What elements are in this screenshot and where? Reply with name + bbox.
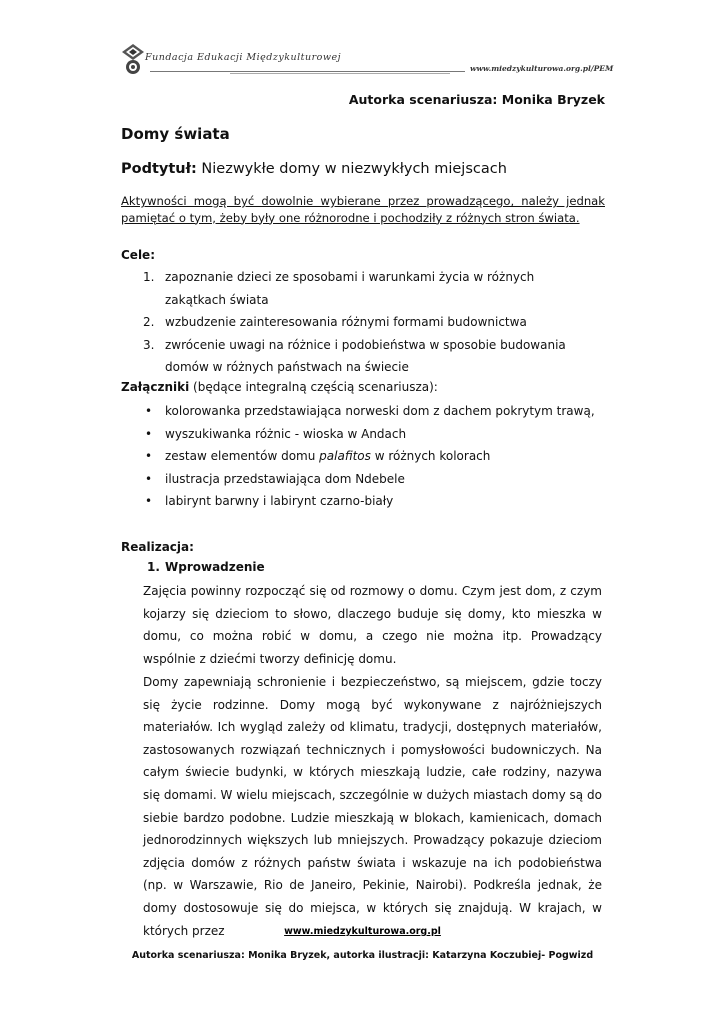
attachments-label: Załączniki (121, 380, 190, 394)
list-number: 2. (143, 315, 155, 329)
header-divider (150, 71, 465, 72)
list-text-post: w różnych kolorach (370, 449, 491, 463)
header-divider-secondary (230, 73, 450, 74)
attachments-list (121, 400, 595, 513)
activities-note: Aktywności mogą być dowolnie wybierane przez prowadzącego, należy jednak pamiętać o tym, żeby były one różnorodne i pochodziły z różnych stron świata. (121, 194, 605, 225)
realization-heading: Realizacja: (121, 540, 194, 554)
list-item (121, 468, 595, 491)
section-heading (147, 560, 265, 574)
list-text: labirynt barwny i labirynt czarno-biały (165, 494, 394, 508)
goals-list (121, 266, 591, 379)
subtitle-label: Podtytuł: (121, 161, 197, 177)
bullet-icon: • (145, 426, 153, 441)
footer-credits: Autorka scenariusza: Monika Bryzek, autorka ilustracji: Katarzyna Koczubiej- Pogwizd (131, 950, 594, 961)
list-text-pre: zestaw elementów domu (165, 449, 320, 463)
list-item (121, 423, 595, 446)
footer-url[interactable]: www.miedzykulturowa.org.pl (284, 926, 441, 937)
page-title: Domy świata (121, 125, 230, 143)
scenario-author: Autorka scenariusza: Monika Bryzek (348, 92, 605, 107)
foundation-logo-icon (120, 42, 146, 76)
subtitle (121, 161, 507, 177)
paragraph-intro: Zajęcia powinny rozpocząć się od rozmowy o domu. Czym jest dom, z czym kojarzy się dzieciom to słowo, dlaczego buduje się domy, kto mieszka w domu, co można robić w domu, a czego nie można itp. Prowadzący wspólnie z dziećmi tworzy definicję domu. (143, 584, 602, 666)
list-number: 1. (143, 270, 155, 284)
section-title: Wprowadzenie (165, 560, 265, 574)
bullet-icon: • (145, 471, 153, 486)
attachments-label-rest: (będące integralną częścią scenariusza): (193, 380, 438, 394)
list-text: zapoznanie dzieci ze sposobami i warunkami życia w różnych zakątkach świata (165, 270, 535, 307)
list-number: 3. (143, 337, 155, 352)
subtitle-text: Niezwykłe domy w niezwykłych miejscach (201, 161, 507, 177)
list-item (121, 334, 591, 379)
list-item (121, 400, 595, 423)
foundation-name: Fundacja Edukacji Międzykulturowej (145, 52, 342, 63)
paragraph-homes: Domy zapewniają schronienie i bezpieczeństwo, są miejscem, gdzie toczy się życie rodzinne. Domy mogą być wykonywane z najróżniejszych materiałów. Ich wygląd zależy od klimatu, tradycji, dostępnych materiałów, zastosowanych rozwiązań technicznych i pomysłowości budowniczych. Na całym świecie budynki, w których mieszkają ludzie, całe rodziny, nazywa się domami. W wielu miejscach, szczególnie w dużych miastach domy są do siebie bardzo podobne. Ludzie mieszkają w blokach, kamienicach, domach jednorodzinnych większych lub mniejszych. Prowadzący pokazuje dzieciom zdjęcia domów z różnych państw świata i wskazuje na ich podobieństwa (np. w Warszawie, Rio de Janeiro, Pekinie, Nairobi). Podkreśla jednak, że domy dostosowuje się do miejsca, w których się znajdują. W krajach, w których przez (143, 675, 602, 938)
section-number: 1. (147, 560, 160, 574)
list-text-italic: palafitos (319, 449, 371, 463)
header-url: www.miedzykulturowa.org.pl/PEM (470, 64, 614, 73)
bullet-icon: • (145, 404, 153, 418)
list-item (121, 490, 595, 513)
bullet-icon: • (145, 494, 153, 508)
list-item (121, 311, 591, 334)
list-item (121, 445, 595, 468)
list-item (121, 266, 591, 311)
goals-heading: Cele: (121, 248, 155, 262)
list-text: wyszukiwanka różnic - wioska w Andach (165, 426, 407, 441)
bullet-icon: • (145, 449, 153, 463)
attachments-heading (121, 380, 438, 394)
list-text: zwrócenie uwagi na różnice i podobieństwa w sposobie budowania domów w różnych państwach na świecie (165, 337, 566, 374)
list-text: wzbudzenie zainteresowania różnymi formami budownictwa (165, 315, 527, 329)
list-text: ilustracja przedstawiająca dom Ndebele (165, 471, 405, 486)
list-text: kolorowanka przedstawiająca norweski dom z dachem pokrytym trawą, (165, 404, 595, 418)
